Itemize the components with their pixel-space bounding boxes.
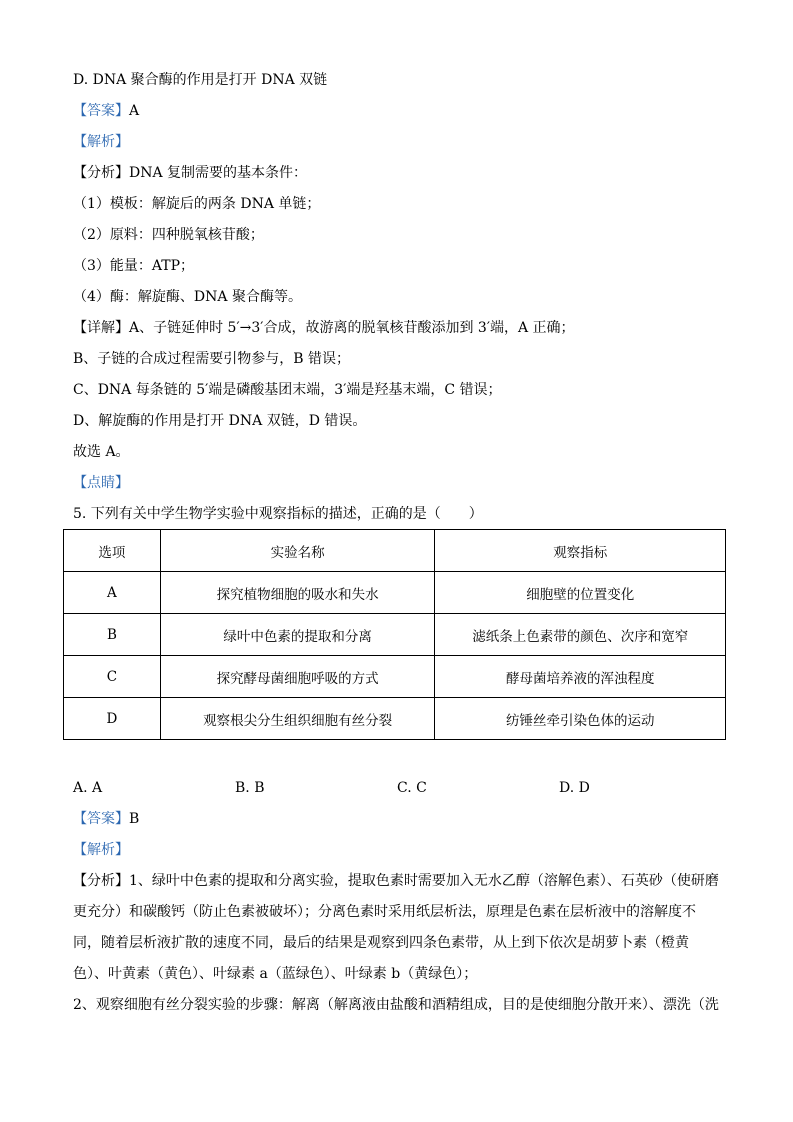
analysis-tag: 【解析】 xyxy=(73,134,129,150)
cell-experiment: 探究酵母菌细胞呼吸的方式 xyxy=(160,656,435,698)
analysis-intro: 【分析】DNA 复制需要的基本条件： xyxy=(73,165,308,181)
answer-line-1 xyxy=(73,101,139,121)
question-5: 5. 下列有关中学生物学实验中观察指标的描述，正确的是（ ） xyxy=(73,506,483,522)
cell-experiment: 观察根尖分生组织细胞有丝分裂 xyxy=(160,698,435,740)
detail-c: C、DNA 每条链的 5′端是磷酸基团末端，3′端是羟基末端，C 错误； xyxy=(73,382,502,398)
choice-c: C. C xyxy=(397,780,427,796)
choice-b: B. B xyxy=(235,780,265,796)
cell-indicator: 细胞壁的位置变化 xyxy=(435,572,726,614)
observation-table xyxy=(63,529,726,740)
detail-b: B、子链的合成过程需要引物参与，B 错误； xyxy=(73,351,351,367)
analysis-paragraph-1: 【分析】1、绿叶中色素的提取和分离实验，提取色素时需要加入无水乙醇（溶解色素）、石英砂（使研磨更充分）和碳酸钙（防止色素被破坏）；分离色素时采用纸层析法，原理是色素在层析液中的溶解度不同，随着层析液扩散的速度不同，最后的结果是观察到四条色素带，从上到下依次是胡萝卜素（橙黄色）、叶黄素（黄色）、叶绿素 a（蓝绿色）、叶绿素 b（黄绿色）； xyxy=(73,873,719,982)
condition-3: （3）能量：ATP； xyxy=(73,258,195,274)
answer-value: B xyxy=(129,811,140,827)
cell-option: A xyxy=(64,572,161,614)
detail-a: 【详解】A、子链延伸时 5′→3′合成，故游离的脱氧核苷酸添加到 3′端，A 正确； xyxy=(73,320,575,336)
header-experiment: 实验名称 xyxy=(160,530,435,572)
cell-indicator: 酵母菌培养液的浑浊程度 xyxy=(435,656,726,698)
condition-4: （4）酶：解旋酶、DNA 聚合酶等。 xyxy=(73,289,302,305)
option-d-line: D. DNA 聚合酶的作用是打开 DNA 双链 xyxy=(73,72,328,88)
cell-indicator: 纺锤丝牵引染色体的运动 xyxy=(435,698,726,740)
cell-experiment: 探究植物细胞的吸水和失水 xyxy=(160,572,435,614)
answer-tag: 【答案】 xyxy=(73,103,129,119)
choose-line: 故选 A。 xyxy=(73,444,130,460)
table-row xyxy=(64,656,726,698)
analysis-tag: 【解析】 xyxy=(73,842,129,858)
table-row xyxy=(64,572,726,614)
cell-option: D xyxy=(64,698,161,740)
condition-2: （2）原料：四种脱氧核苷酸； xyxy=(73,227,264,243)
answer-value: A xyxy=(129,103,140,119)
dianjing-tag: 【点睛】 xyxy=(73,475,129,491)
answer-line-2 xyxy=(73,809,139,829)
answer-tag: 【答案】 xyxy=(73,811,129,827)
header-indicator: 观察指标 xyxy=(435,530,726,572)
cell-option: B xyxy=(64,614,161,656)
detail-d: D、解旋酶的作用是打开 DNA 双链，D 错误。 xyxy=(73,413,367,429)
table-row xyxy=(64,614,726,656)
cell-experiment: 绿叶中色素的提取和分离 xyxy=(160,614,435,656)
header-option: 选项 xyxy=(64,530,161,572)
table-header-row xyxy=(64,530,726,572)
analysis-paragraph-2: 2、观察细胞有丝分裂实验的步骤：解离（解离液由盐酸和酒精组成，目的是使细胞分散开来）、漂洗（洗 xyxy=(73,997,719,1013)
choice-a: A. A xyxy=(73,780,103,796)
choice-d: D. D xyxy=(559,780,590,796)
cell-indicator: 滤纸条上色素带的颜色、次序和宽窄 xyxy=(435,614,726,656)
table-row xyxy=(64,698,726,740)
cell-option: C xyxy=(64,656,161,698)
condition-1: （1）模板：解旋后的两条 DNA 单链； xyxy=(73,196,321,212)
